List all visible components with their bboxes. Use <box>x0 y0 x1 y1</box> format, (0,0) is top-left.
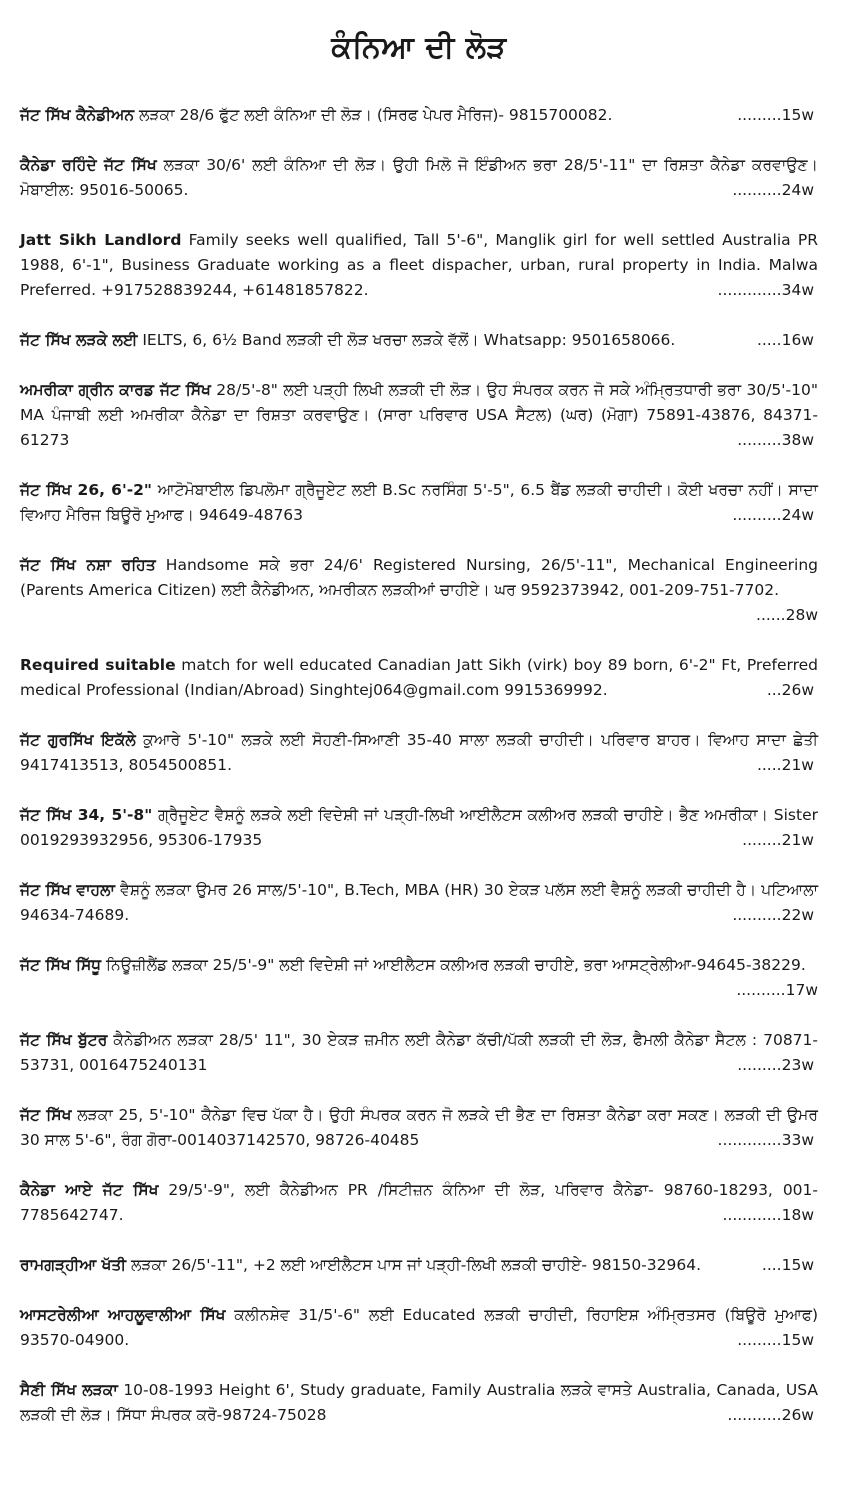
ad-code: .............33w <box>717 1131 814 1149</box>
ad-body: IELTS, 6, 6½ Band ਲੜਕੀ ਦੀ ਲੋੜ ਖਰਚਾ ਲੜਕੇ ਵੱਲੋਂ। Whatsapp: 9501658066. <box>137 331 676 349</box>
ad-body: ਨਿਊਜ਼ੀਲੈਂਡ ਲੜਕਾ 25/5'-9" ਲਈ ਵਿਦੇਸ਼ੀ ਜਾਂ ਆਈਲੈਟਸ ਕਲੀਅਰ ਲੜਕੀ ਚਾਹੀਏ, ਭਰਾ ਆਸਟ੍ਰੇਲੀਆ-94645-38229. <box>101 956 806 974</box>
ad-lead: ਜੱਟ ਗੁਰਸਿੱਖ ਇਕੱਲੇ <box>20 731 136 749</box>
ad-code: .........15w <box>737 1331 814 1349</box>
ad-body: ਵੈਸ਼ਨੂੰ ਲੜਕਾ ਉਮਰ 26 ਸਾਲ/5'-10", B.Tech, MBA (HR) 30 ਏਕੜ ਪਲੱਸ ਲਈ ਵੈਸ਼ਨੂੰ ਲੜਕੀ ਚਾਹੀਦੀ ਹੈ। ਪਟਿਆਲਾ 94634-74689. <box>20 881 818 924</box>
ad-lead: ਕੈਨੇਡਾ ਰਹਿੰਦੇ ਜੱਟ ਸਿੱਖ <box>20 156 157 174</box>
ad-entry <box>20 1303 818 1353</box>
page-title: ਕੰਨਿਆ ਦੀ ਲੋੜ <box>331 30 507 65</box>
ad-code: ..........24w <box>732 181 814 199</box>
ad-body: match for well educated Canadian Jatt Sikh (virk) boy 89 born, 6'-2" Ft, Preferred medical Professional (Indian/Abroad) Singhtej064@gmail.com 9915369992. <box>20 656 819 699</box>
ad-lead: ਆਸਟਰੇਲੀਆ ਆਹਲੂਵਾਲੀਆ ਸਿੱਖ <box>20 1306 226 1324</box>
ad-entry <box>20 1253 818 1278</box>
ad-lead: ਜੱਟ ਸਿੱਖ ਲੜਕੇ ਲਈ <box>20 331 138 349</box>
ad-body: ਲੜਕਾ 26/5'-11", +2 ਲਈ ਆਈਲੈਟਸ ਪਾਸ ਜਾਂ ਪੜ੍ਹੀ-ਲਿਖੀ ਲੜਕੀ ਚਾਹੀਏ- 98150-32964. <box>126 1256 702 1274</box>
ad-body: ਕੈਨੇਡੀਅਨ ਲੜਕਾ 28/5' 11", 30 ਏਕੜ ਜ਼ਮੀਨ ਲਈ ਕੈਨੇਡਾ ਕੱਚੀ/ਪੱਕੀ ਲੜਕੀ ਦੀ ਲੋੜ, ਫੈਮਲੀ ਕੈਨੇਡਾ ਸੈਟਲ : 70871-53731, 0016475240131 <box>20 1031 818 1074</box>
ad-code: ....15w <box>761 1256 814 1274</box>
ad-lead: ਜੱਟ ਸਿੱਖ 26, 6'-2" <box>20 481 152 499</box>
ad-code: .....16w <box>756 331 814 349</box>
ad-entry <box>20 1028 818 1078</box>
ad-code: ............18w <box>722 1206 814 1224</box>
ad-code: ...........26w <box>727 1406 814 1424</box>
ad-entry <box>20 328 818 353</box>
ad-code: ..........17w <box>736 981 818 999</box>
ad-entry <box>20 653 818 703</box>
ad-entry <box>20 478 818 528</box>
ad-entry <box>20 803 818 853</box>
ad-entry <box>20 953 818 1003</box>
ad-lead: ਜੱਟ ਸਿੱਖ ਸਿੱਧੂ <box>20 956 102 974</box>
ad-code: ........21w <box>742 831 814 849</box>
ad-body: ਲੜਕਾ 30/6' ਲਈ ਕੰਨਿਆ ਦੀ ਲੋੜ। ਉਹੀ ਮਿਲੋ ਜੋ ਇੰਡੀਅਨ ਭਰਾ 28/5'-11" ਦਾ ਰਿਸ਼ਤਾ ਕੈਨੇਡਾ ਕਰਵਾਉਣ। ਮੋਬਾਈਲ: 95016-50065. <box>20 156 818 199</box>
ads-list <box>20 103 818 1428</box>
ad-entry <box>20 153 818 203</box>
ad-lead: ਸੈਣੀ ਸਿੱਖ ਲੜਕਾ <box>20 1381 118 1399</box>
ad-lead: ਜੱਟ ਸਿੱਖ ਕੈਨੇਡੀਅਨ <box>20 106 135 124</box>
ad-entry <box>20 1103 818 1153</box>
ad-lead: ਜੱਟ ਸਿੱਖ 34, 5'-8" <box>20 806 153 824</box>
ad-lead: ਜੱਟ ਸਿੱਖ ਬੁੱਟਰ <box>20 1031 108 1049</box>
ad-entry <box>20 1378 818 1428</box>
ad-body: Family seeks well qualified, Tall 5'-6", Manglik girl for well settled Australia PR 1988, 6'-1", Business Graduate working as a fleet dispacher, urban, rural property in India. Malwa Preferred. +917528839244, +61481857822. <box>20 231 819 299</box>
ad-code: ...26w <box>766 681 814 699</box>
ad-body: 10-08-1993 Height 6', Study graduate, Family Australia ਲੜਕੇ ਵਾਸਤੇ Australia, Canada, USA ਲੜਕੀ ਦੀ ਲੋੜ। ਸਿੱਧਾ ਸੰਪਰਕ ਕਰੋ-98724-75028 <box>20 1381 818 1424</box>
ad-lead: ਕੈਨੇਡਾ ਆਏ ਜੱਟ ਸਿੱਖ <box>20 1181 159 1199</box>
ad-code: ..........24w <box>732 506 814 524</box>
ad-code: ......28w <box>756 606 818 624</box>
ad-lead: ਜੱਟ ਸਿੱਖ ਨਸ਼ਾ ਰਹਿਤ <box>20 556 156 574</box>
ad-body: ਆਟੋਮੋਬਾਈਲ ਡਿਪਲੋਮਾ ਗ੍ਰੈਜੂਏਟ ਲਈ B.Sc ਨਰਸਿੰਗ 5'-5", 6.5 ਬੈਂਡ ਲੜਕੀ ਚਾਹੀਦੀ। ਕੋਈ ਖਰਚਾ ਨਹੀਂ। ਸਾਦਾ ਵਿਆਹ ਮੈਰਿਜ ਬਿਊਰੋ ਮੁਆਫ। 94649-48763 <box>20 481 818 524</box>
ad-entry <box>20 553 818 628</box>
ad-body: 29/5'-9", ਲਈ ਕੈਨੇਡੀਅਨ PR /ਸਿਟੀਜ਼ਨ ਕੰਨਿਆ ਦੀ ਲੋੜ, ਪਰਿਵਾਰ ਕੈਨੇਡਾ- 98760-18293, 001-7785642747. <box>20 1181 818 1224</box>
ad-code: .............34w <box>717 281 814 299</box>
ad-body: Handsome ਸਕੇ ਭਰਾ 24/6' Registered Nursing, 26/5'-11", Mechanical Engineering (Parents America Citizen) ਲਈ ਕੈਨੇਡੀਅਨ, ਅਮਰੀਕਨ ਲੜਕੀਆਂ ਚਾਹੀਏ। ਘਰ 9592373942, 001-209-751-7702. <box>20 556 818 599</box>
ad-lead: ਰਾਮਗੜ੍ਹੀਆ ਖੱਤੀ <box>20 1256 127 1274</box>
ad-entry <box>20 878 818 928</box>
ad-entry <box>20 728 818 778</box>
ad-body: ਲੜਕਾ 25, 5'-10" ਕੈਨੇਡਾ ਵਿਚ ਪੱਕਾ ਹੈ। ਉਹੀ ਸੰਪਰਕ ਕਰਨ ਜੋ ਲੜਕੇ ਦੀ ਭੈਣ ਦਾ ਰਿਸ਼ਤਾ ਕੈਨੇਡਾ ਕਰਾ ਸਕਣ। ਲੜਕੀ ਦੀ ਉਮਰ 30 ਸਾਲ 5'-6", ਰੰਗ ਗੋਰਾ-0014037142570, 98726-40485 <box>20 1106 818 1149</box>
ad-lead: Jatt Sikh Landlord <box>20 231 182 249</box>
ad-code: .........15w <box>737 106 814 124</box>
ad-body: 28/5'-8" ਲਈ ਪੜ੍ਹੀ ਲਿਖੀ ਲੜਕੀ ਦੀ ਲੋੜ। ਉਹ ਸੰਪਰਕ ਕਰਨ ਜੋ ਸਕੇ ਅੰਮ੍ਰਿਤਧਾਰੀ ਭਰਾ 30/5'-10" MA ਪੰਜਾਬੀ ਲਈ ਅਮਰੀਕਾ ਕੈਨੇਡਾ ਦਾ ਰਿਸ਼ਤਾ ਕਰਵਾਉਣ। (ਸਾਰਾ ਪਰਿਵਾਰ USA ਸੈਟਲ) (ਘਰ) (ਮੋਗਾ) 75891-43876, 84371-61273 <box>20 381 818 449</box>
ad-lead: ਜੱਟ ਸਿੱਖ ਵਾਹਲਾ <box>20 881 115 899</box>
ad-code: .....21w <box>756 756 814 774</box>
ad-entry <box>20 378 818 453</box>
ad-entry <box>20 103 818 128</box>
ad-lead: Required suitable <box>20 656 176 674</box>
ad-lead: ਜੱਟ ਸਿੱਖ <box>20 1106 72 1124</box>
ad-body: ਗ੍ਰੈਜੂਏਟ ਵੈਸ਼ਨੂੰ ਲੜਕੇ ਲਈ ਵਿਦੇਸ਼ੀ ਜਾਂ ਪੜ੍ਹੀ-ਲਿਖੀ ਆਈਲੈਟਸ ਕਲੀਅਰ ਲੜਕੀ ਚਾਹੀਏ। ਭੈਣ ਅਮਰੀਕਾ। Sister 0019293932956, 95306-17935 <box>20 806 818 849</box>
ad-code: .........23w <box>737 1056 814 1074</box>
ad-entry <box>20 1178 818 1228</box>
ad-code: ..........22w <box>732 906 814 924</box>
ad-lead: ਅਮਰੀਕਾ ਗ੍ਰੀਨ ਕਾਰਡ ਜੱਟ ਸਿੱਖ <box>20 381 211 399</box>
ad-body: ਕਲੀਨਸ਼ੇਵ 31/5'-6" ਲਈ Educated ਲੜਕੀ ਚਾਹੀਦੀ, ਰਿਹਾਇਸ਼ ਅੰਮ੍ਰਿਤਸਰ (ਬਿਊਰੋ ਮੁਆਫ) 93570-04900. <box>20 1306 818 1349</box>
ad-code: .........38w <box>737 431 814 449</box>
ad-body: ਕੁਆਰੇ 5'-10" ਲੜਕੇ ਲਈ ਸੋਹਣੀ-ਸਿਆਣੀ 35-40 ਸਾਲਾ ਲੜਕੀ ਚਾਹੀਦੀ। ਪਰਿਵਾਰ ਬਾਹਰ। ਵਿਆਹ ਸਾਦਾ ਛੇਤੀ 9417413513, 8054500851. <box>20 731 818 774</box>
ad-entry <box>20 228 818 303</box>
ad-body: ਲੜਕਾ 28/6 ਫੁੱਟ ਲਈ ਕੰਨਿਆ ਦੀ ਲੋੜ। (ਸਿਰਫ ਪੇਪਰ ਮੈਰਿਜ)- 9815700082. <box>134 106 613 124</box>
